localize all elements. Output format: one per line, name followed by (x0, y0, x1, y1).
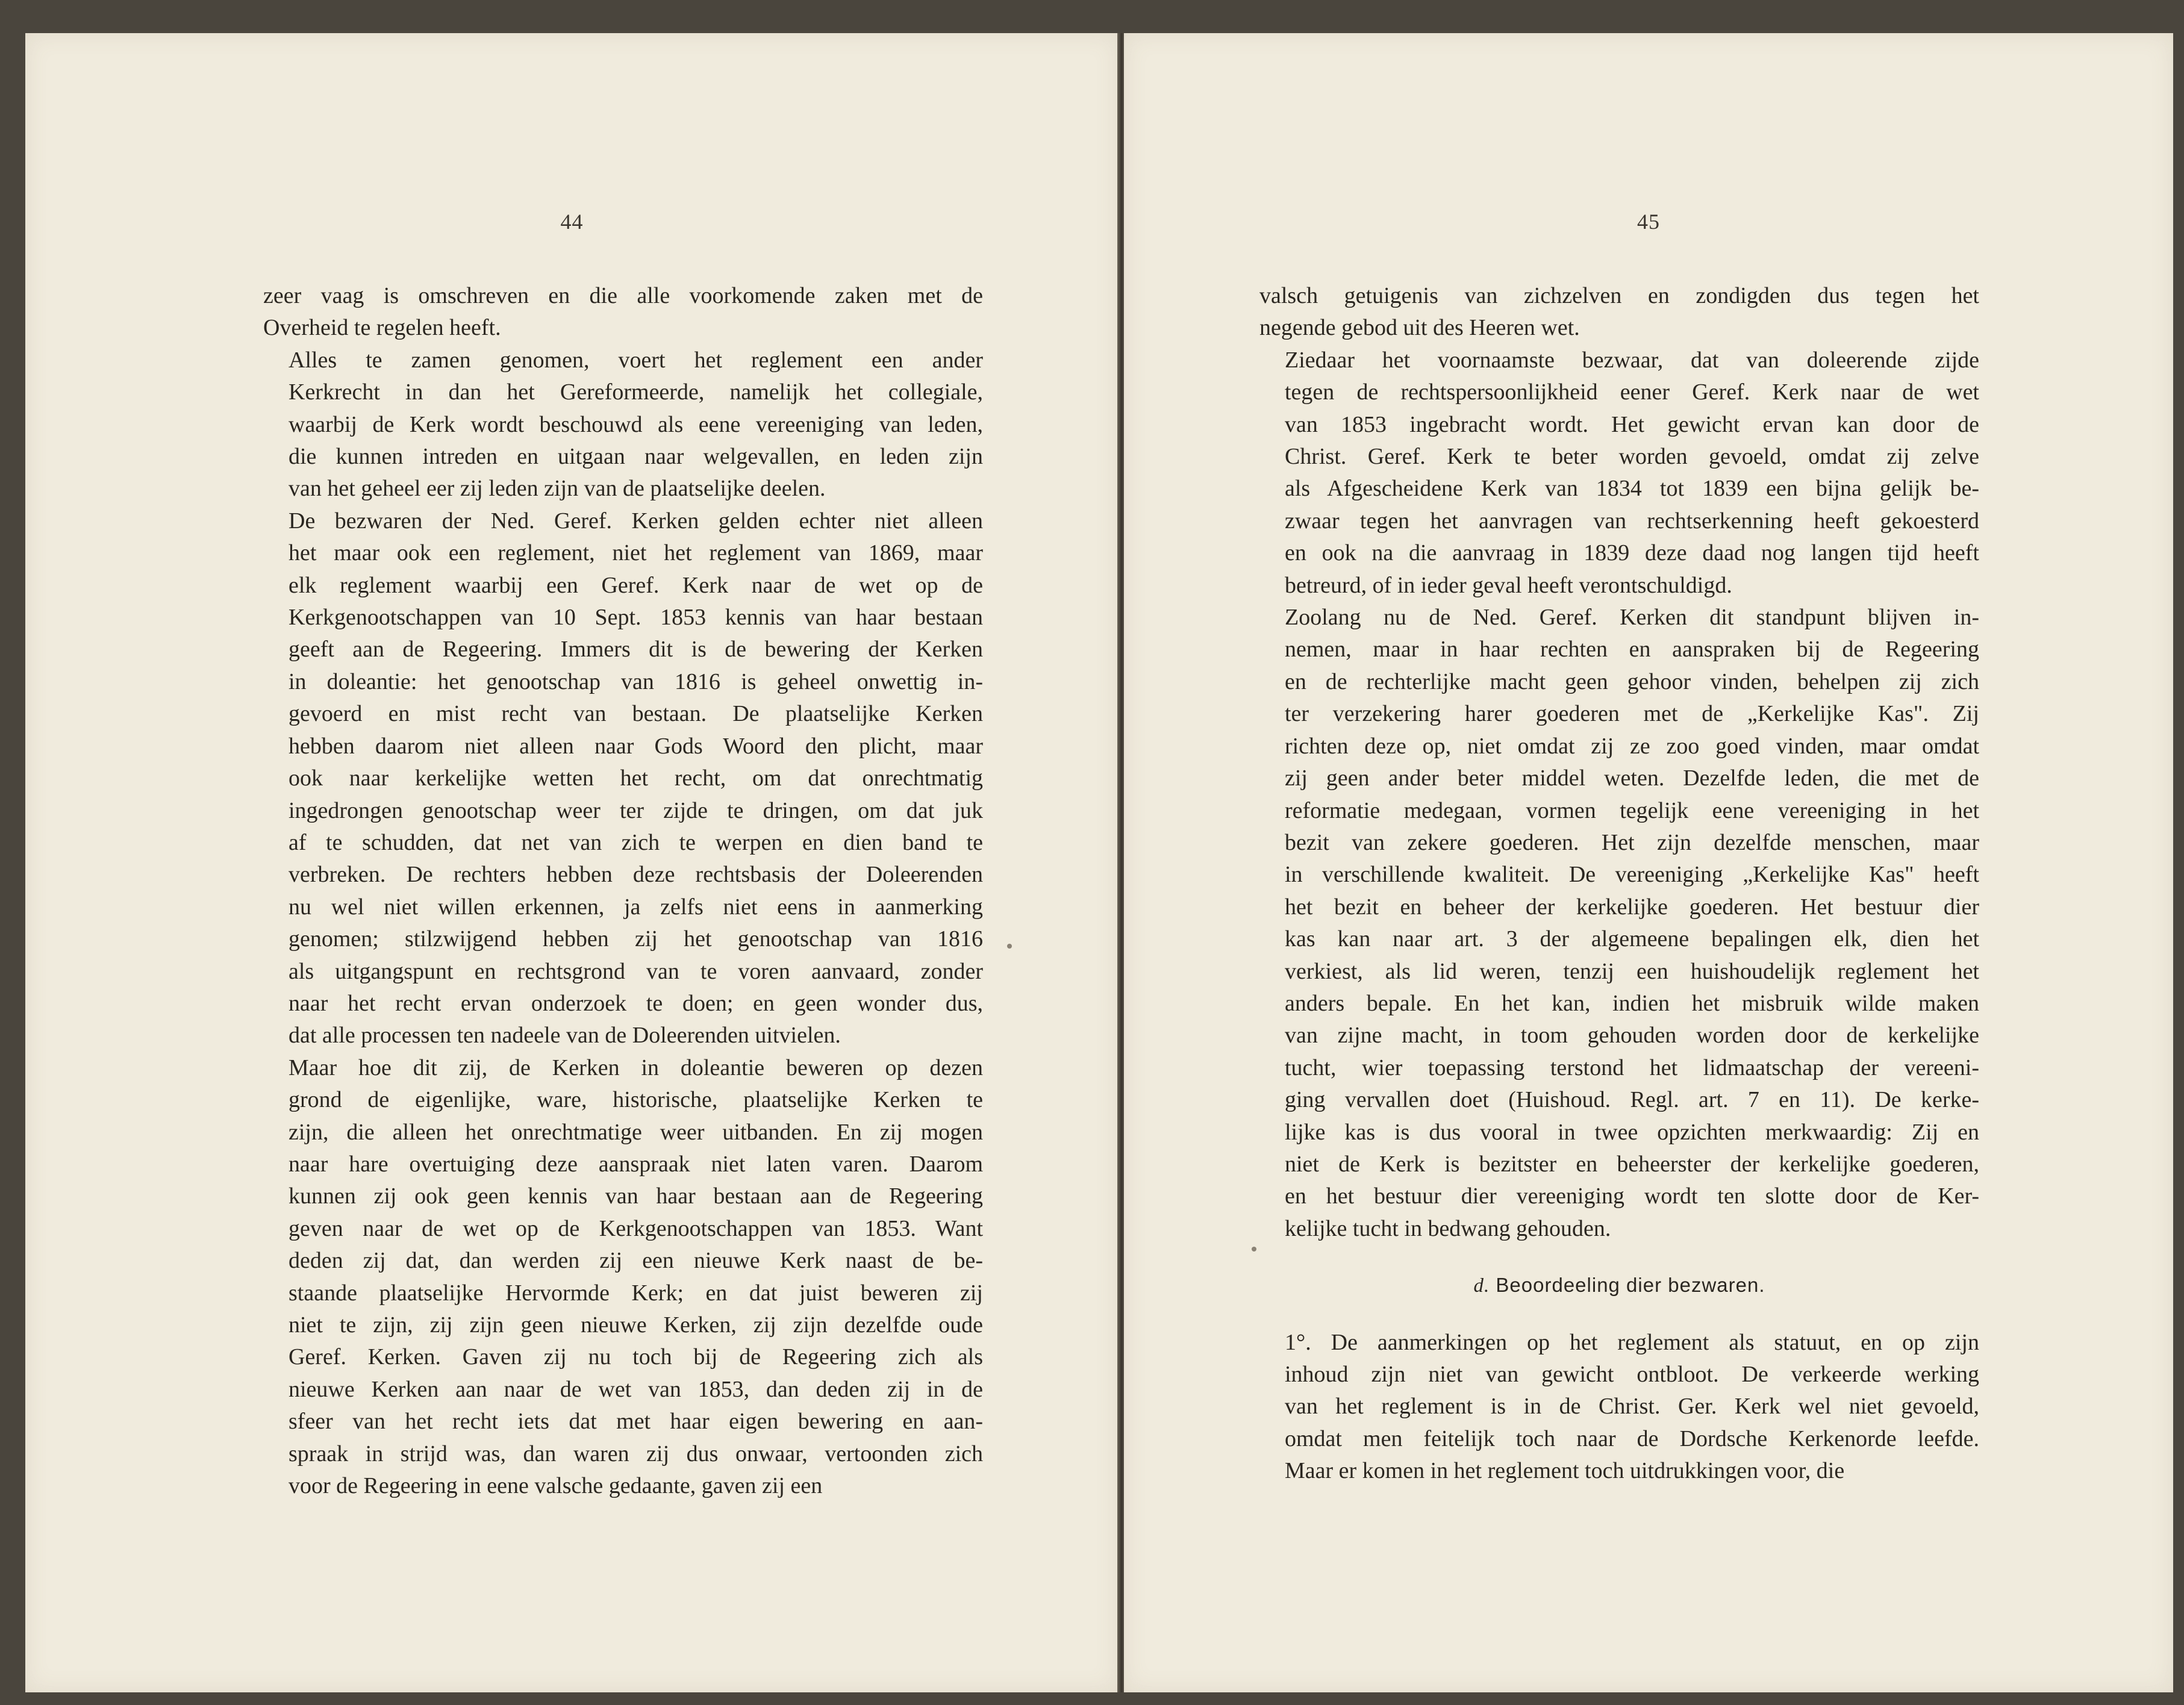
right-text-after (1259, 1327, 1979, 1488)
text-line: De bezwaren der Ned. Geref. Kerken gelden echter niet alleen (289, 508, 983, 534)
left-page (25, 33, 1120, 1692)
text-line: betreurd, of in ieder geval heeft verontschuldigd. (1285, 572, 1732, 598)
text-line: tegen de rechtspersoonlijkheid eener Geref. Kerk naar de wet (1285, 379, 1979, 405)
text-line: Zoolang nu de Ned. Geref. Kerken dit standpunt blijven in- (1285, 605, 1979, 631)
text-line: bezit van zekere goederen. Het zijn dezelfde menschen, maar (1285, 829, 1979, 855)
text-line: ter verzekering harer goederen met de „Kerkelijke Kas". Zij (1285, 701, 1979, 727)
text-line: lijke kas is dus vooral in twee opzichten merkwaardig: Zij en (1285, 1119, 1979, 1145)
text-line: van zijne macht, in toom gehouden worden door de kerkelijke (1285, 1023, 1979, 1049)
text-line: spraak in strijd was, dan waren zij dus onwaar, vertoonden zich (289, 1441, 983, 1467)
section-heading-text: Beoordeeling dier bezwaren. (1496, 1274, 1765, 1297)
text-line: geeft aan de Regeering. Immers dit is de bewering der Kerken (289, 637, 983, 662)
text-line: verbreken. De rechters hebben deze rechtsbasis der Doleerenden (289, 862, 983, 888)
paragraph (1259, 344, 1979, 602)
right-text-before (1259, 280, 1979, 1245)
text-line: gevoerd en mist recht van bestaan. De plaatselijke Kerken (289, 701, 983, 727)
text-line: zwaar tegen het aanvragen van rechtserkenning heeft gekoesterd (1285, 508, 1979, 534)
text-line: voor de Regeering in eene valsche gedaante, gaven zij een (289, 1473, 823, 1499)
page-number-right: 45 (1637, 210, 1660, 234)
text-line: het bezit en beheer der kerkelijke goederen. Het bestuur dier (1285, 894, 1979, 920)
text-line: richten deze op, niet omdat zij ze zoo goed vinden, maar omdat (1285, 733, 1979, 759)
text-line: zeer vaag is omschreven en die alle voorkomende zaken met de (263, 283, 983, 308)
paper-speck (1252, 1247, 1256, 1251)
text-line: kelijke tucht in bedwang gehouden. (1285, 1215, 1611, 1241)
text-line: tucht, wier toepassing terstond het lidmaatschap der vereeni- (1285, 1055, 1979, 1080)
text-line: Kerkgenootschappen van 10 Sept. 1853 kennis van haar bestaan (289, 605, 983, 631)
paragraph (1259, 1327, 1979, 1488)
text-line: dat alle processen ten nadeele van de Doleerenden uitvielen. (289, 1023, 841, 1049)
text-line: kas kan naar art. 3 der algemeene bepalingen elk, dien het (1285, 926, 1979, 952)
text-line: het maar ook een reglement, niet het reglement van 1869, maar (289, 540, 983, 566)
paper-speck (1007, 944, 1012, 949)
section-heading (1259, 1269, 1979, 1302)
paragraph (263, 1052, 983, 1503)
text-line: ook naar kerkelijke wetten het recht, om dat onrechtmatig (289, 765, 983, 791)
text-line: als Afgescheidene Kerk van 1834 tot 1839 een bijna gelijk be- (1285, 476, 1979, 502)
section-heading-letter: d. (1473, 1275, 1490, 1297)
text-line: negende gebod uit des Heeren wet. (1259, 315, 1580, 341)
text-line: in doleantie: het genootschap van 1816 is geheel onwettig in- (289, 669, 983, 694)
text-line: Overheid te regelen heeft. (263, 315, 501, 341)
text-line: grond de eigenlijke, ware, historische, plaatselijke Kerken te (289, 1087, 983, 1113)
text-line: nieuwe Kerken aan naar de wet van 1853, dan deden zij in de (289, 1376, 983, 1402)
text-line: waarbij de Kerk wordt beschouwd als eene vereeniging van leden, (289, 411, 983, 437)
text-line: reformatie medegaan, vormen tegelijk eene vereeniging in het (1285, 797, 1979, 823)
text-line: ingedrongen genootschap weer ter zijde te dringen, om dat juk (289, 797, 983, 823)
text-line: van 1853 ingebracht wordt. Het gewicht ervan kan door de (1285, 411, 1979, 437)
paragraph (263, 505, 983, 1052)
text-line: die kunnen intreden en uitgaan naar welgevallen, en leden zijn (289, 444, 983, 470)
text-line: verkiest, als lid weren, tenzij een huishoudelijk reglement het (1285, 958, 1979, 984)
text-line: en de rechterlijke macht geen gehoor vinden, behelpen zij zich (1285, 669, 1979, 694)
text-line: als uitgangspunt en rechtsgrond van te voren aanvaard, zonder (289, 958, 983, 984)
text-line: deden zij dat, dan werden zij een nieuwe Kerk naast de be- (289, 1248, 983, 1274)
text-line: en het bestuur dier vereeniging wordt ten slotte door de Ker- (1285, 1183, 1979, 1209)
text-line: nu wel niet willen erkennen, ja zelfs niet eens in aanmerking (289, 894, 983, 920)
text-line: Alles te zamen genomen, voert het reglement een ander (289, 347, 983, 373)
text-line: anders bepale. En het kan, indien het misbruik wilde maken (1285, 990, 1979, 1016)
text-line: en ook na die aanvraag in 1839 deze daad nog langen tijd heeft (1285, 540, 1979, 566)
paragraph (1259, 602, 1979, 1245)
text-line: Maar hoe dit zij, de Kerken in doleantie beweren op dezen (289, 1055, 983, 1080)
text-line: omdat men feitelijk toch naar de Dordsche Kerkenorde leefde. (1285, 1426, 1979, 1451)
text-line: Ziedaar het voornaamste bezwaar, dat van doleerende zijde (1285, 347, 1979, 373)
text-line: Geref. Kerken. Gaven zij nu toch bij de Regeering zich als (289, 1344, 983, 1370)
text-line: van het reglement is in de Christ. Ger. Kerk wel niet gevoeld, (1285, 1394, 1979, 1420)
text-line: geven naar de wet op de Kerkgenootschappen van 1853. Want (289, 1215, 983, 1241)
page-number-left: 44 (560, 210, 584, 234)
paragraph (263, 280, 983, 344)
text-line: niet de Kerk is bezitster en beheerster der kerkelijke goederen, (1285, 1151, 1979, 1177)
text-line: ging vervallen doet (Huishoud. Regl. art. 7 en 11). De kerke- (1285, 1087, 1979, 1113)
text-line: van het geheel eer zij leden zijn van de plaatselijke deelen. (289, 476, 826, 502)
text-line: staande plaatselijke Hervormde Kerk; en dat juist beweren zij (289, 1280, 983, 1306)
text-line: Maar er komen in het reglement toch uitdrukkingen voor, die (1285, 1458, 1845, 1484)
text-line: naar het recht ervan onderzoek te doen; en geen wonder dus, (289, 990, 983, 1016)
text-line: Christ. Geref. Kerk te beter worden gevoeld, omdat zij zelve (1285, 444, 1979, 470)
paragraph (263, 344, 983, 505)
text-line: Kerkrecht in dan het Gereformeerde, namelijk het collegiale, (289, 379, 983, 405)
text-line: zijn, die alleen het onrechtmatige weer uitbanden. En zij mogen (289, 1119, 983, 1145)
right-page (1124, 33, 2173, 1692)
right-page-text (1259, 280, 1979, 1488)
text-line: genomen; stilzwijgend hebben zij het genootschap van 1816 (289, 926, 983, 952)
text-line: sfeer van het recht iets dat met haar eigen bewering en aan- (289, 1409, 983, 1435)
text-line: in verschillende kwaliteit. De vereeniging „Kerkelijke Kas" heeft (1285, 862, 1979, 888)
text-line: nemen, maar in haar rechten en aanspraken bij de Regeering (1285, 637, 1979, 662)
text-line: kunnen zij ook geen kennis van haar bestaan aan de Regeering (289, 1183, 983, 1209)
text-line: 1°. De aanmerkingen op het reglement als statuut, en op zijn (1285, 1329, 1979, 1355)
text-line: valsch getuigenis van zichzelven en zondigden dus tegen het (1259, 283, 1979, 308)
text-line: niet te zijn, zij zijn geen nieuwe Kerken, zij zijn dezelfde oude (289, 1312, 983, 1338)
left-page-text (263, 280, 983, 1502)
text-line: af te schudden, dat net van zich te werpen en dien band te (289, 829, 983, 855)
paragraph (1259, 280, 1979, 344)
text-line: inhoud zijn niet van gewicht ontbloot. De verkeerde werking (1285, 1362, 1979, 1387)
text-line: hebben daarom niet alleen naar Gods Woord den plicht, maar (289, 733, 983, 759)
text-line: naar hare overtuiging deze aanspraak niet laten varen. Daarom (289, 1151, 983, 1177)
text-line: zij geen ander beter middel weten. Dezelfde leden, die met de (1285, 765, 1979, 791)
text-line: elk reglement waarbij een Geref. Kerk naar de wet op de (289, 572, 983, 598)
